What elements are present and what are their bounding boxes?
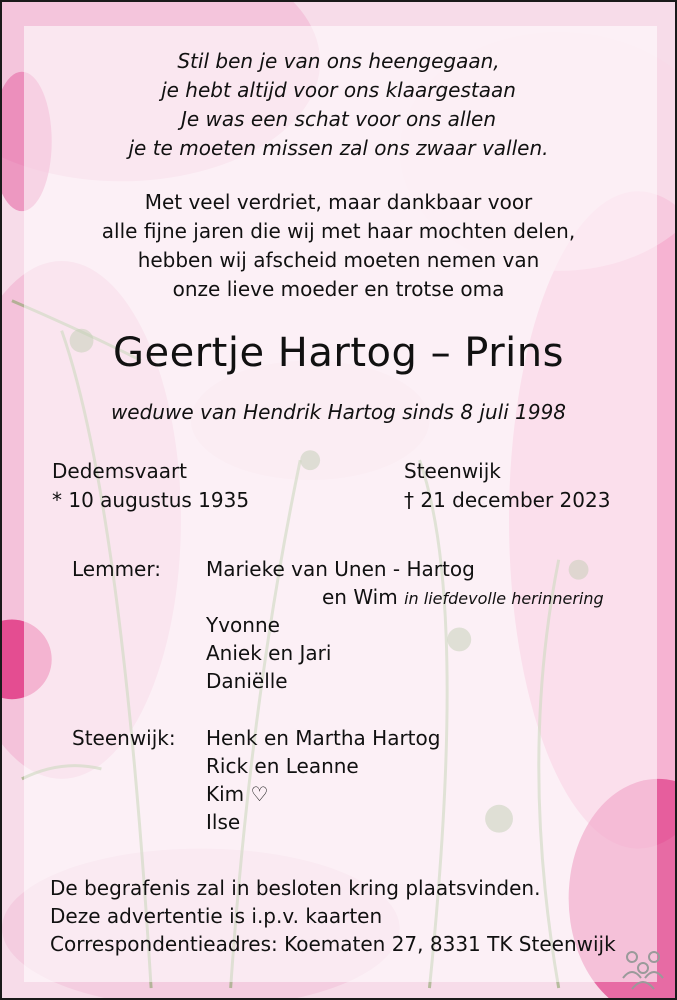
poem [2,47,675,163]
family-label-lemmer: Lemmer: [72,557,161,581]
memorial-note: in liefdevolle herinnering [404,589,604,608]
death-block [404,457,610,515]
poem-line: je te moeten missen zal ons zwaar vallen. [128,136,549,160]
footer-line: Deze advertentie is i.p.v. kaarten [50,904,383,928]
family-member: Ilse [206,810,241,834]
family-member: Daniëlle [206,669,288,693]
family-member: en Wim [322,585,398,609]
intro-line: onze lieve moeder en trotse oma [172,277,505,301]
family-member: Kim ♡ [206,782,269,806]
death-place: Steenwijk [404,459,501,483]
intro-text [2,188,675,304]
obituary-content [2,2,675,998]
people-logo-icon [620,948,666,990]
poem-line: Je was een schat voor ons allen [180,107,497,131]
widow-line: weduwe van Hendrik Hartog sinds 8 juli 1998 [110,400,567,424]
family-member: Henk en Martha Hartog [206,726,441,750]
intro-line: alle fijne jaren die wij met haar mochten delen, [101,219,576,243]
family-member: Marieke van Unen - Hartog [206,557,475,581]
family-list-steenwijk [206,724,440,836]
intro-line: hebben wij afscheid moeten nemen van [137,248,540,272]
footer-text [50,874,616,958]
family-member-partner [322,583,604,613]
poem-line: Stil ben je van ons heengegaan, [177,49,500,73]
family-member: Aniek en Jari [206,641,332,665]
family-list-lemmer [206,611,331,695]
family-member: Yvonne [206,613,280,637]
birth-place: Dedemsvaart [52,459,188,483]
footer-line: De begrafenis zal in besloten kring plaatsvinden. [50,876,541,900]
family-member: Rick en Leanne [206,754,359,778]
intro-line: Met veel verdriet, maar dankbaar voor [144,190,533,214]
birth-block [52,457,249,515]
birth-date: * 10 augustus 1935 [52,488,250,512]
footer-line: Correspondentieadres: Koematen 27, 8331 TK Steenwijk [50,932,616,956]
poem-line: je hebt altijd voor ons klaargestaan [161,78,516,102]
death-date: † 21 december 2023 [404,488,611,512]
deceased-name: Geertje Hartog – Prins [113,330,564,376]
family-label-steenwijk: Steenwijk: [72,726,176,750]
